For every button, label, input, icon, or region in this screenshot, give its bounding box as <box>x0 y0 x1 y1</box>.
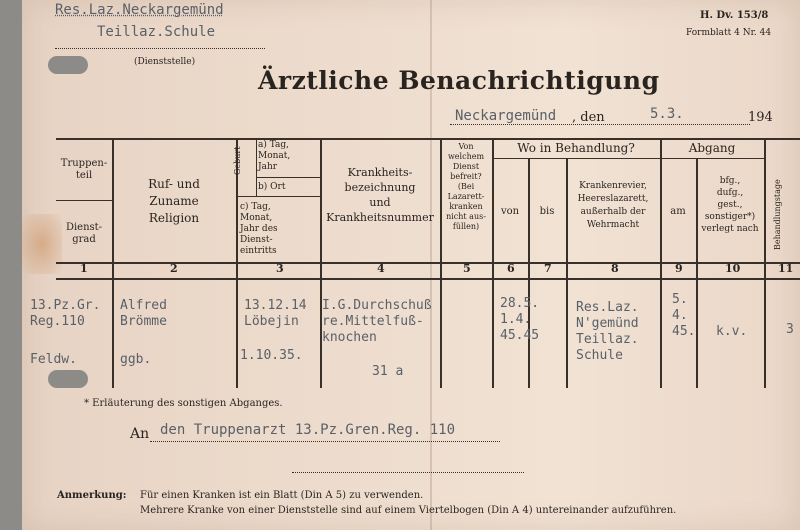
header-c10: bfg., dufg., gest., sonstiger*) verlegt nach <box>701 176 759 234</box>
signature-line <box>292 472 524 474</box>
header-c1-bottom: Dienst- grad <box>65 222 103 245</box>
entry-name: Alfred Brömme <box>120 298 167 329</box>
date-line <box>450 124 750 126</box>
note-line-2: Mehrere Kranke von einer Dienststelle sind auf einem Viertelbogen (Din A 4) untereinander aufzuführen. <box>140 505 677 516</box>
punch-hole-bottom <box>48 370 88 388</box>
entry-discharge-kind: k.v. <box>716 324 748 339</box>
col3-subdivider <box>256 177 320 178</box>
form-sheet: Formblatt 4 Nr. 44 <box>686 28 772 38</box>
unit-line-1: Res.Laz.Neckargemünd <box>55 2 224 18</box>
group-treatment-border <box>492 158 660 159</box>
col1-divider <box>56 200 112 201</box>
group-discharge-border <box>660 158 764 159</box>
col-number-11: 11 <box>778 262 794 275</box>
col-number-4: 4 <box>377 262 385 275</box>
header-c3-a: a) Tag, Monat, Jahr <box>258 140 291 172</box>
entry-unit: 13.Pz.Gr. Reg.110 <box>30 298 101 329</box>
col-number-5: 5 <box>463 262 471 275</box>
header-bottom-border <box>56 262 800 264</box>
unit-underline <box>55 48 265 50</box>
header-c11: Behandlungstage <box>773 179 782 250</box>
table-top-border <box>56 138 800 140</box>
vline-2 <box>236 138 238 388</box>
note-line-1: Für einen Kranken ist ein Blatt (Din A 5) zu verwenden. <box>140 490 424 501</box>
col-number-9: 9 <box>675 262 683 275</box>
entry-discharge-date: 5. 4. 45. <box>672 292 696 339</box>
vline-5 <box>492 138 494 388</box>
col3-divider <box>236 196 320 197</box>
col-number-2: 2 <box>170 262 178 275</box>
year-field: 194 <box>748 110 773 125</box>
entry-service-start: 1.10.35. <box>240 348 303 363</box>
col-number-8: 8 <box>611 262 619 275</box>
header-c9: am <box>670 206 686 217</box>
date-prefix: , den <box>572 110 605 125</box>
col-number-1: 1 <box>80 262 88 275</box>
header-c4: Krankheits- bezeichnung und Krankheitsnummer <box>326 166 434 224</box>
header-discharge-group: Abgang <box>688 141 736 155</box>
header-c8: Krankenrevier, Heereslazarett, außerhalb der Wehrmacht <box>577 181 649 230</box>
entry-rank: Feldw. <box>30 352 77 367</box>
entry-place: Res.Laz. N'gemünd Teillaz. Schule <box>576 300 639 363</box>
document-title: Ärztliche Benachrichtigung <box>258 66 660 95</box>
unit-caption: (Dienststelle) <box>134 57 196 67</box>
entry-from-to: 28.5. 1.4. 45.45 <box>500 296 540 343</box>
entry-religion: ggb. <box>120 352 152 367</box>
entry-diagnosis-number: 31 a <box>372 364 404 379</box>
header-c7: bis <box>539 206 555 217</box>
header-c6: von <box>500 206 520 217</box>
vline-2b <box>256 138 257 196</box>
place-field: Neckargemünd <box>455 108 557 124</box>
header-c3-b: b) Ort <box>258 182 286 192</box>
header-treatment-group: Wo in Behandlung? <box>517 141 635 155</box>
header-c3-c: c) Tag, Monat, Jahr des Dienst- eintritts <box>240 202 278 256</box>
col-number-3: 3 <box>276 262 284 275</box>
form-id: H. Dv. 153/8 <box>700 10 769 21</box>
date-field: 5.3. <box>650 106 684 122</box>
col-number-10: 10 <box>725 262 741 275</box>
vline-10 <box>764 138 766 388</box>
header-c2: Ruf- und Zuname Religion <box>148 177 200 225</box>
header-c3-side: Geburt <box>233 146 242 175</box>
punch-hole-top <box>48 56 88 74</box>
address-line <box>150 441 500 443</box>
address-prefix: An <box>130 426 150 442</box>
entry-days: 3 <box>786 322 794 337</box>
number-row-border <box>56 278 800 280</box>
footnote: * Erläuterung des sonstigen Abganges. <box>84 398 283 409</box>
entry-birth: 13.12.14 Löbejin <box>244 298 307 329</box>
note-label: Anmerkung: <box>57 490 127 501</box>
vline-6 <box>528 158 530 388</box>
entry-diagnosis: I.G.Durchschuß re.Mittelfuß- knochen <box>322 298 432 345</box>
header-c5: Von welchem Dienst befreit? (Bei Lazarett- kranken nicht aus- füllen) <box>446 142 486 231</box>
address-value: den Truppenarzt 13.Pz.Gren.Reg. 110 <box>160 422 456 438</box>
col-number-7: 7 <box>544 262 552 275</box>
unit-line-2: Teillaz.Schule <box>97 24 216 40</box>
col-number-6: 6 <box>507 262 515 275</box>
header-c1-top: Truppen- teil <box>60 158 108 181</box>
vline-8 <box>660 138 662 388</box>
